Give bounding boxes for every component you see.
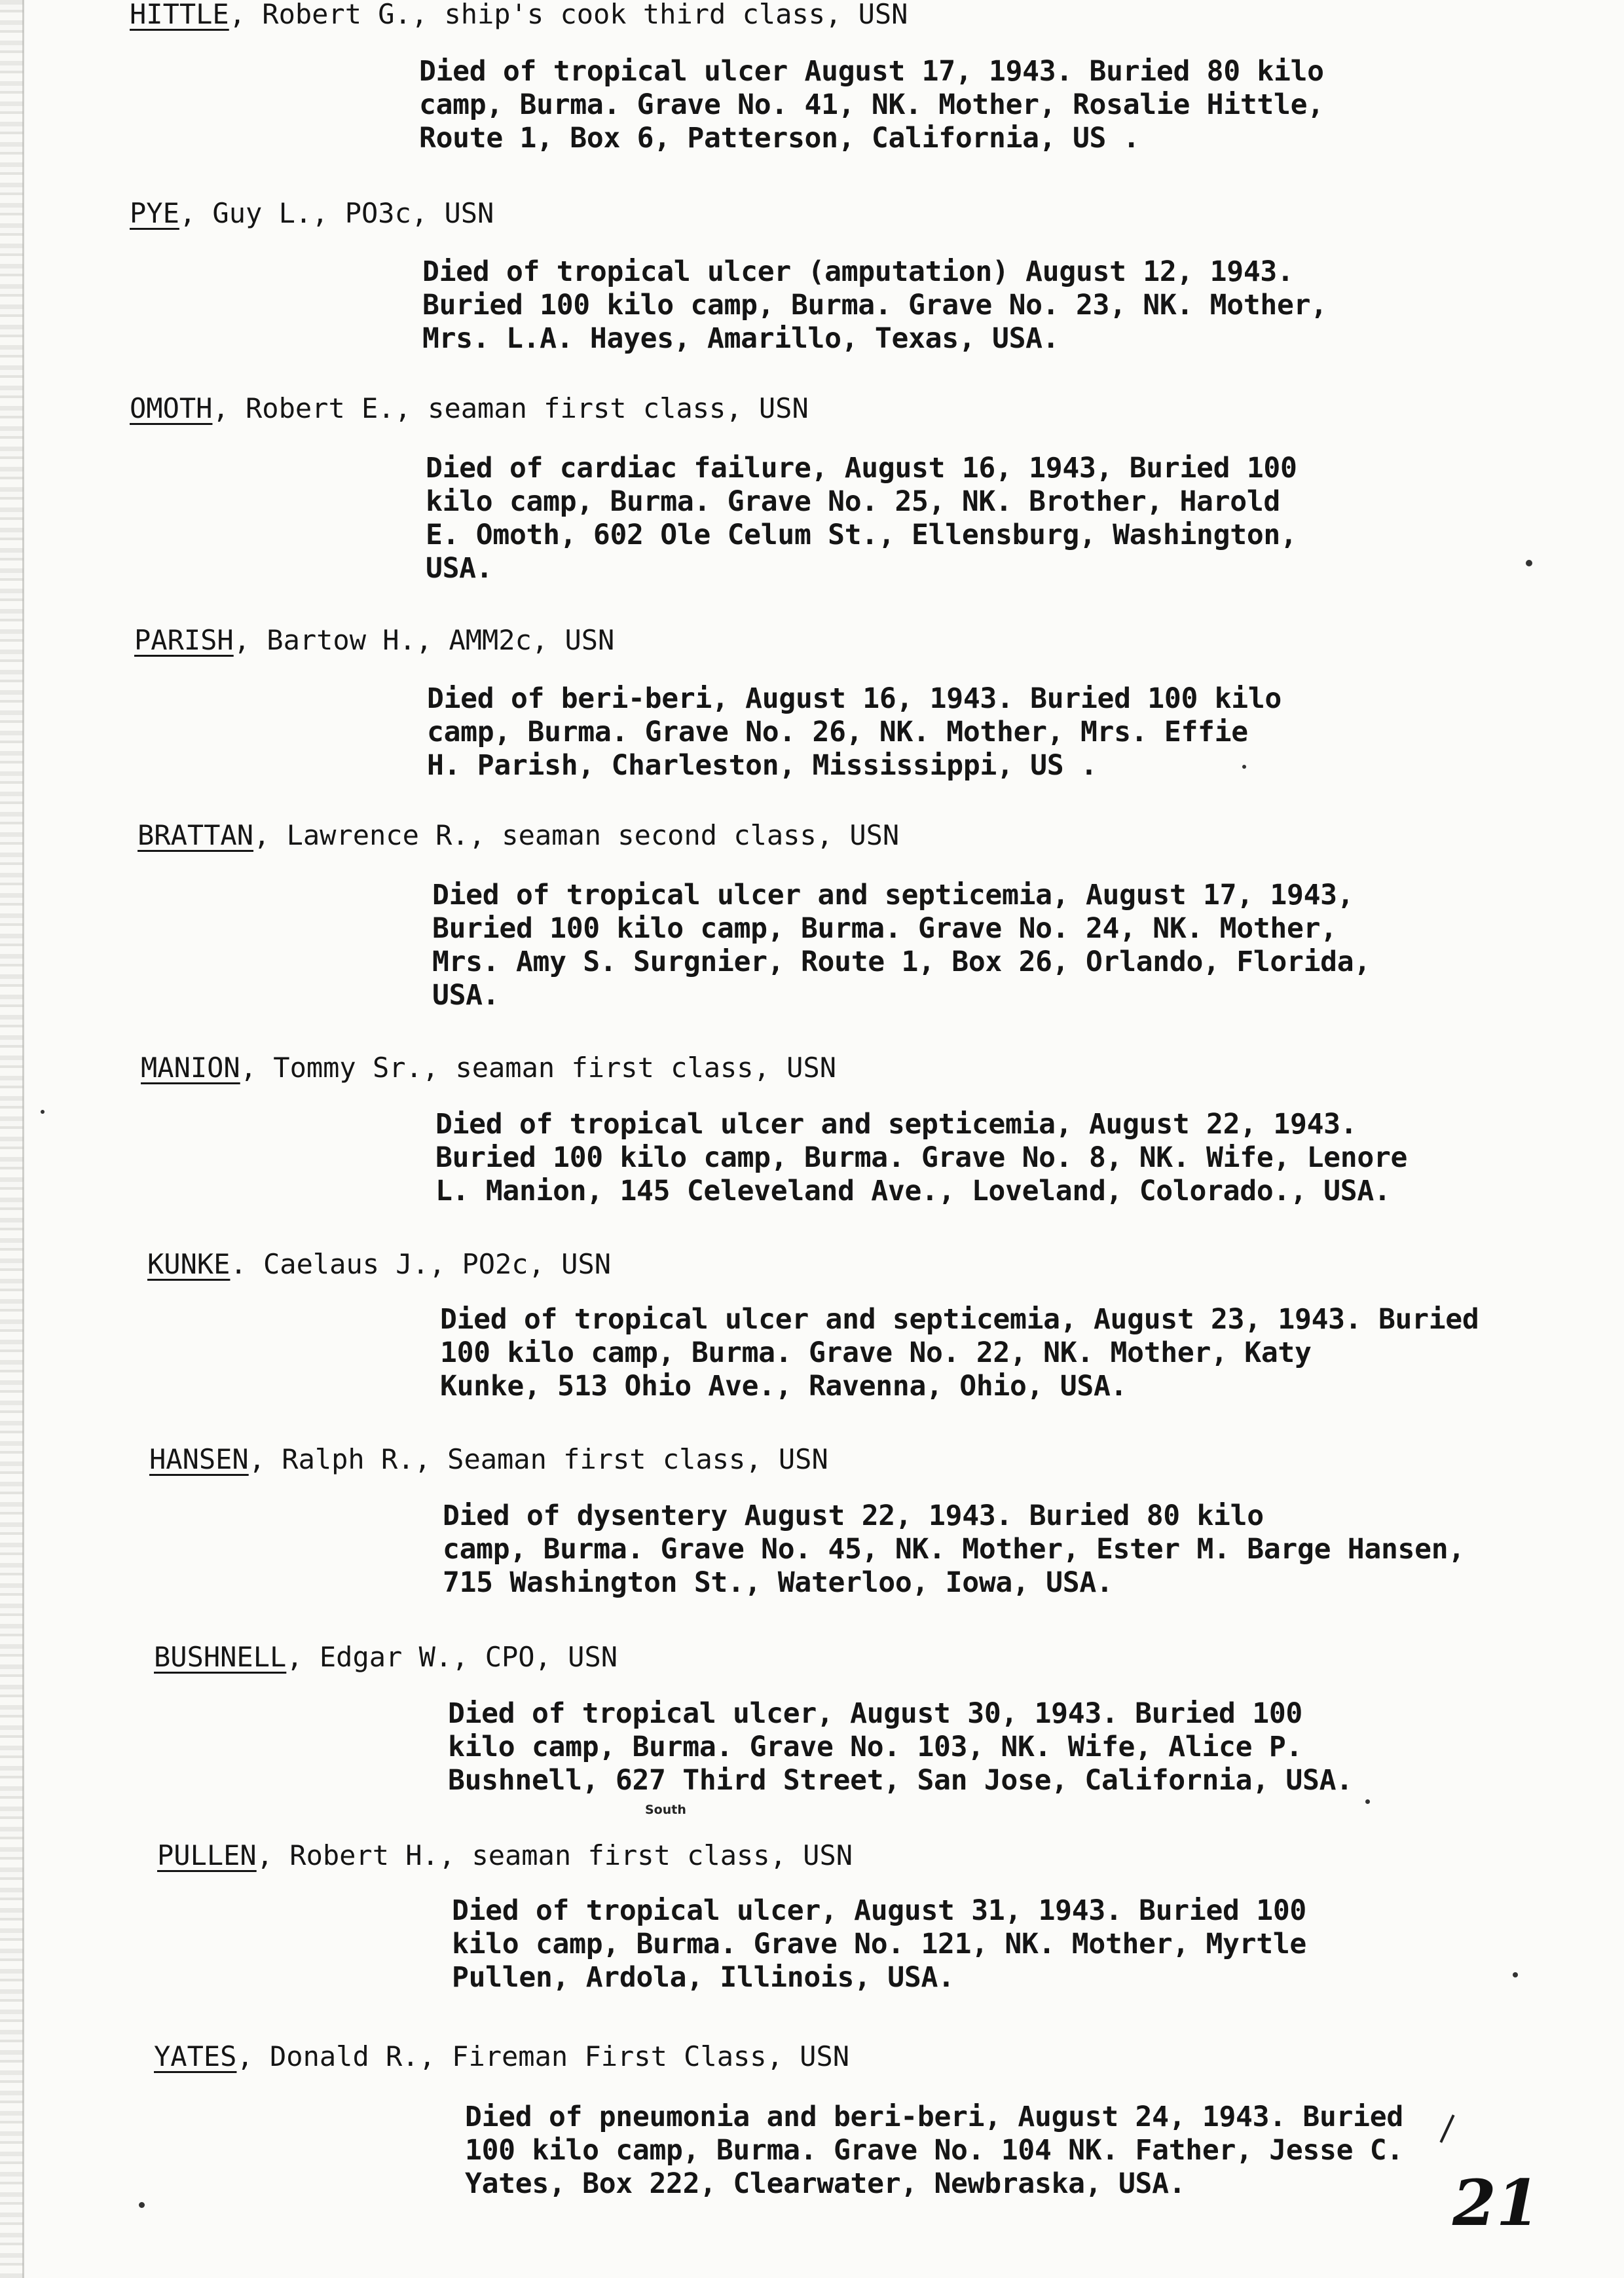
entry-heading xyxy=(154,1640,618,1674)
entry-name-rank: . Caelaus J., PO2c, USN xyxy=(230,1248,612,1280)
entry-surname: BUSHNELL xyxy=(154,1641,287,1673)
entry-heading xyxy=(157,1839,853,1873)
scan-edge-line xyxy=(22,0,24,2278)
entry-heading xyxy=(149,1442,828,1477)
entry-surname: PARISH xyxy=(134,624,234,656)
entry-heading xyxy=(130,0,908,31)
scan-speck xyxy=(1242,765,1246,769)
entry-surname: HITTLE xyxy=(130,0,229,30)
entry-details: Died of tropical ulcer, August 31, 1943. Buried 100 kilo camp, Burma. Grave No. 121, NK. Mother, Myrtle Pullen, Ardola, Illinois, USA. xyxy=(452,1894,1306,1994)
entry-name-rank: , Robert H., seaman first class, USN xyxy=(256,1839,853,1871)
entry-name-rank: , Edgar W., CPO, USN xyxy=(286,1641,618,1673)
entry-details: Died of cardiac failure, August 16, 1943, Buried 100 kilo camp, Burma. Grave No. 25, NK. Brother, Harold E. Omoth, 602 Ole Celum St., Ellensburg, Washington, USA. xyxy=(426,452,1297,585)
handwritten-annotation: South xyxy=(645,1803,686,1817)
entry-surname: YATES xyxy=(154,2040,237,2072)
entry-name-rank: , Robert E., seaman first class, USN xyxy=(212,392,809,424)
scan-speck xyxy=(1526,560,1532,566)
entry-heading xyxy=(130,196,494,230)
entry-details: Died of beri-beri, August 16, 1943. Buried 100 kilo camp, Burma. Grave No. 26, NK. Mother, Mrs. Effie H. Parish, Charleston, Mississippi, US . xyxy=(427,682,1282,782)
entry-heading xyxy=(134,623,614,657)
entry-heading xyxy=(138,818,899,853)
entry-details: Died of tropical ulcer August 17, 1943. Buried 80 kilo camp, Burma. Grave No. 41, NK. Mother, Rosalie Hittle, Route 1, Box 6, Patterson, California, US . xyxy=(419,55,1324,155)
entry-details: Died of tropical ulcer and septicemia, August 17, 1943, Buried 100 kilo camp, Burma. Grave No. 24, NK. Mother, Mrs. Amy S. Surgnier, Route 1, Box 26, Orlando, Florida, USA. xyxy=(432,879,1371,1012)
entry-heading xyxy=(154,2040,849,2074)
scan-speck xyxy=(41,1110,45,1114)
entry-surname: KUNKE xyxy=(147,1248,231,1280)
entry-surname: MANION xyxy=(141,1052,240,1084)
scan-speck xyxy=(139,2202,145,2208)
scan-binding-edge xyxy=(0,0,24,2278)
entry-surname: PYE xyxy=(130,197,179,229)
entry-surname: OMOTH xyxy=(130,392,213,424)
entry-heading xyxy=(130,392,809,426)
entry-surname: HANSEN xyxy=(149,1443,249,1475)
entry-heading xyxy=(147,1247,611,1281)
entry-name-rank: , Ralph R., Seaman first class, USN xyxy=(248,1443,828,1475)
scan-speck xyxy=(1513,1972,1518,1977)
entry-details: Died of tropical ulcer and septicemia, August 22, 1943. Buried 100 kilo camp, Burma. Grave No. 8, NK. Wife, Lenore L. Manion, 145 Celeveland Ave., Loveland, Colorado., USA. xyxy=(435,1108,1408,1207)
entry-name-rank: , Tommy Sr., seaman first class, USN xyxy=(240,1052,837,1084)
entry-name-rank: , Bartow H., AMM2c, USN xyxy=(233,624,615,656)
entry-surname: BRATTAN xyxy=(138,819,254,851)
entry-name-rank: , Lawrence R., seaman second class, USN xyxy=(253,819,900,851)
scan-speck xyxy=(1365,1799,1370,1804)
entry-details: Died of tropical ulcer (amputation) August 12, 1943. Buried 100 kilo camp, Burma. Grave No. 23, NK. Mother, Mrs. L.A. Hayes, Amarillo, Texas, USA. xyxy=(422,255,1327,355)
entry-name-rank: , Donald R., Fireman First Class, USN xyxy=(236,2040,850,2072)
entry-details: Died of tropical ulcer and septicemia, August 23, 1943. Buried 100 kilo camp, Burma. Grave No. 22, NK. Mother, Katy Kunke, 513 Ohio Ave., Ravenna, Ohio, USA. xyxy=(440,1303,1479,1403)
entry-surname: PULLEN xyxy=(157,1839,257,1871)
entry-details: Died of pneumonia and beri-beri, August 24, 1943. Buried 100 kilo camp, Burma. Grave No. 104 NK. Father, Jesse C. Yates, Box 222, Clearwater, Newbraska, USA. xyxy=(465,2101,1403,2200)
entry-details: Died of dysentery August 22, 1943. Buried 80 kilo camp, Burma. Grave No. 45, NK. Mother, Ester M. Barge Hansen, 715 Washington St., Waterloo, Iowa, USA. xyxy=(443,1499,1465,1599)
entry-heading xyxy=(141,1051,836,1085)
page-number: 21 xyxy=(1452,2166,1540,2240)
entry-name-rank: , Robert G., ship's cook third class, USN xyxy=(229,0,908,30)
entry-details: Died of tropical ulcer, August 30, 1943. Buried 100 kilo camp, Burma. Grave No. 103, NK. Wife, Alice P. Bushnell, 627 Third Street, San Jose, California, USA. xyxy=(448,1697,1353,1797)
entry-name-rank: , Guy L., PO3c, USN xyxy=(179,197,494,229)
